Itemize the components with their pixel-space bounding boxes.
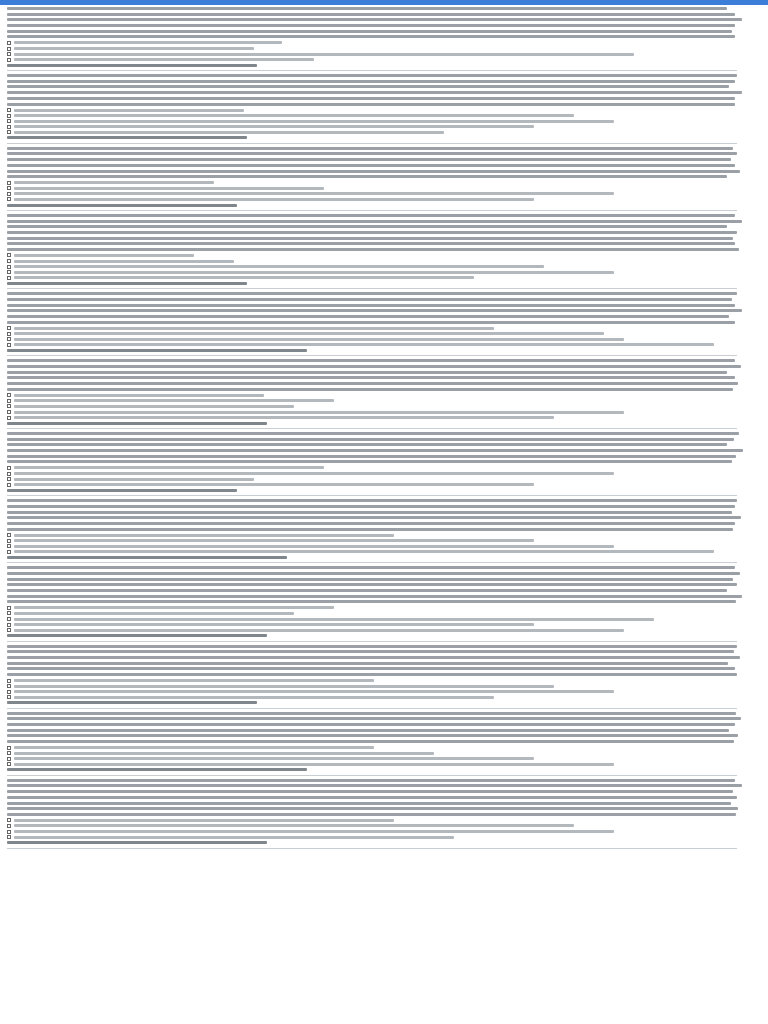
- question-text-line: [7, 34, 762, 40]
- question-text: [7, 711, 762, 745]
- answer-text: [7, 282, 247, 285]
- answer-option-label: [14, 629, 624, 632]
- question-text-line: [7, 739, 762, 745]
- separator: [7, 428, 737, 429]
- question-text-line: [7, 789, 762, 795]
- separator: [7, 708, 737, 709]
- checkbox-icon[interactable]: [7, 52, 11, 56]
- answer-option-label: [14, 125, 534, 128]
- question-text: [7, 291, 762, 325]
- question-text-line: [7, 504, 762, 510]
- answer-text: [7, 768, 307, 771]
- checkbox-icon[interactable]: [7, 611, 11, 615]
- question-text-line: [7, 812, 762, 818]
- question-text-line: [7, 599, 762, 605]
- question-text: [7, 146, 762, 180]
- checkbox-icon[interactable]: [7, 533, 11, 537]
- question-text-line: [7, 498, 762, 504]
- answer-option-label: [14, 109, 244, 112]
- answer-line: [7, 700, 762, 706]
- answer-line: [7, 281, 762, 287]
- answer-text: [7, 701, 257, 704]
- answer-option-label: [14, 690, 614, 693]
- answer-text: [7, 556, 287, 559]
- checkbox-icon[interactable]: [7, 41, 11, 45]
- answer-option-label: [14, 679, 374, 682]
- answer-option-label: [14, 198, 534, 201]
- checkbox-icon[interactable]: [7, 265, 11, 269]
- answer-line: [7, 767, 762, 773]
- separator: [7, 495, 737, 496]
- checkbox-icon[interactable]: [7, 259, 11, 263]
- checkbox-icon[interactable]: [7, 47, 11, 51]
- checkbox-icon[interactable]: [7, 623, 11, 627]
- question-text-line: [7, 297, 762, 303]
- checkbox-icon[interactable]: [7, 477, 11, 481]
- separator: [7, 775, 737, 776]
- checkbox-icon[interactable]: [7, 192, 11, 196]
- answer-option-label: [14, 466, 324, 469]
- question-text-line: [7, 722, 762, 728]
- checkbox-icon[interactable]: [7, 416, 11, 420]
- checkbox-icon[interactable]: [7, 108, 11, 112]
- answer-option-label: [14, 114, 574, 117]
- answer-option-label: [14, 534, 394, 537]
- separator: [7, 210, 737, 211]
- question-block: [7, 291, 762, 356]
- question-text-line: [7, 571, 762, 577]
- question-text: [7, 358, 762, 392]
- question-text: [7, 6, 762, 40]
- separator: [7, 288, 737, 289]
- separator: [7, 355, 737, 356]
- question-text-line: [7, 431, 762, 437]
- question-text-line: [7, 174, 762, 180]
- checkbox-icon[interactable]: [7, 628, 11, 632]
- answer-option-label: [14, 618, 654, 621]
- answer-option-label: [14, 394, 264, 397]
- question-text-line: [7, 90, 762, 96]
- question-text-line: [7, 521, 762, 527]
- checkbox-icon[interactable]: [7, 197, 11, 201]
- checkbox-icon[interactable]: [7, 539, 11, 543]
- answer-option-label: [14, 539, 534, 542]
- checkbox-icon[interactable]: [7, 818, 11, 822]
- question-text-line: [7, 6, 762, 12]
- answer-option-label: [14, 338, 624, 341]
- question-text: [7, 498, 762, 532]
- question-text-line: [7, 23, 762, 29]
- question-text-line: [7, 314, 762, 320]
- answer-option-label: [14, 260, 234, 263]
- checkbox-icon[interactable]: [7, 684, 11, 688]
- answer-option-label: [14, 187, 324, 190]
- answer-option-label: [14, 757, 534, 760]
- question-text: [7, 73, 762, 107]
- answer-option-label: [14, 623, 534, 626]
- checkbox-icon[interactable]: [7, 751, 11, 755]
- checkbox-icon[interactable]: [7, 606, 11, 610]
- separator: [7, 641, 737, 642]
- answer-option-label: [14, 265, 544, 268]
- question-text-line: [7, 102, 762, 108]
- checkbox-icon[interactable]: [7, 830, 11, 834]
- answer-option-label: [14, 411, 624, 414]
- checkbox-icon[interactable]: [7, 550, 11, 554]
- separator: [7, 143, 737, 144]
- question-text-line: [7, 320, 762, 326]
- question-text-line: [7, 73, 762, 79]
- question-text-line: [7, 213, 762, 219]
- question-block: [7, 213, 762, 289]
- question-text-line: [7, 448, 762, 454]
- answer-option-label: [14, 836, 454, 839]
- checkbox-icon[interactable]: [7, 466, 11, 470]
- answer-option-label: [14, 696, 494, 699]
- checkbox-icon[interactable]: [7, 835, 11, 839]
- checkbox-icon[interactable]: [7, 181, 11, 185]
- question-block: [7, 73, 762, 144]
- answer-option-label: [14, 327, 494, 330]
- checkbox-icon[interactable]: [7, 617, 11, 621]
- answer-text: [7, 204, 237, 207]
- checkbox-icon[interactable]: [7, 253, 11, 257]
- answer-text: [7, 841, 267, 844]
- checkbox-icon[interactable]: [7, 410, 11, 414]
- checkbox-icon[interactable]: [7, 393, 11, 397]
- answer-line: [7, 202, 762, 208]
- checkbox-icon[interactable]: [7, 58, 11, 62]
- checkbox-icon[interactable]: [7, 824, 11, 828]
- question-text-line: [7, 364, 762, 370]
- answer-line: [7, 135, 762, 141]
- answer-option-label: [14, 746, 374, 749]
- answer-option-label: [14, 254, 194, 257]
- answer-option-label: [14, 830, 614, 833]
- question-text-line: [7, 230, 762, 236]
- question-text-line: [7, 795, 762, 801]
- answer-option-label: [14, 192, 614, 195]
- answer-option-label: [14, 399, 334, 402]
- answer-text: [7, 634, 267, 637]
- answer-option-label: [14, 478, 254, 481]
- checkbox-icon[interactable]: [7, 270, 11, 274]
- checkbox-icon[interactable]: [7, 276, 11, 280]
- question-text-line: [7, 527, 762, 533]
- checkbox-icon[interactable]: [7, 332, 11, 336]
- checkbox-icon[interactable]: [7, 130, 11, 134]
- checkbox-icon[interactable]: [7, 404, 11, 408]
- question-text: [7, 431, 762, 465]
- question-text-line: [7, 381, 762, 387]
- question-block: [7, 565, 762, 641]
- answer-option-label: [14, 271, 614, 274]
- answer-option-label: [14, 343, 714, 346]
- answer-text: [7, 489, 237, 492]
- question-text-line: [7, 163, 762, 169]
- answer-line: [7, 63, 762, 69]
- checkbox-icon[interactable]: [7, 337, 11, 341]
- answer-option-label: [14, 612, 294, 615]
- answer-option-label: [14, 405, 294, 408]
- answer-option-label: [14, 53, 634, 56]
- question-text: [7, 644, 762, 678]
- answer-option-label: [14, 685, 554, 688]
- answer-option-label: [14, 47, 254, 50]
- answer-option-label: [14, 483, 534, 486]
- question-text: [7, 213, 762, 253]
- answer-option-label: [14, 545, 614, 548]
- question-block: [7, 6, 762, 71]
- answer-line: [7, 633, 762, 639]
- question-text-line: [7, 672, 762, 678]
- checkbox-icon[interactable]: [7, 125, 11, 129]
- checkbox-icon[interactable]: [7, 757, 11, 761]
- question-block: [7, 644, 762, 709]
- answer-line: [7, 488, 762, 494]
- answer-option-label: [14, 276, 474, 279]
- answer-line: [7, 348, 762, 354]
- question-text-line: [7, 588, 762, 594]
- question-block: [7, 498, 762, 563]
- answer-option-label: [14, 752, 434, 755]
- quiz-page: [0, 5, 768, 849]
- question-text-line: [7, 247, 762, 253]
- question-text-line: [7, 459, 762, 465]
- question-text-line: [7, 157, 762, 163]
- question-text: [7, 778, 762, 818]
- separator: [7, 848, 737, 849]
- answer-option-label: [14, 819, 394, 822]
- checkbox-icon[interactable]: [7, 762, 11, 766]
- answer-text: [7, 422, 267, 425]
- answer-option-label: [14, 181, 214, 184]
- answer-option-label: [14, 131, 444, 134]
- question-block: [7, 711, 762, 776]
- answer-option-label: [14, 550, 714, 553]
- answer-option-label: [14, 416, 554, 419]
- checkbox-icon[interactable]: [7, 326, 11, 330]
- checkbox-icon[interactable]: [7, 483, 11, 487]
- checkbox-icon[interactable]: [7, 119, 11, 123]
- question-block: [7, 146, 762, 211]
- separator: [7, 562, 737, 563]
- checkbox-icon[interactable]: [7, 343, 11, 347]
- answer-line: [7, 840, 762, 846]
- checkbox-icon[interactable]: [7, 746, 11, 750]
- separator: [7, 70, 737, 71]
- checkbox-icon[interactable]: [7, 544, 11, 548]
- answer-option-label: [14, 58, 314, 61]
- checkbox-icon[interactable]: [7, 186, 11, 190]
- answer-option-label: [14, 472, 614, 475]
- question-text-line: [7, 96, 762, 102]
- question-block: [7, 358, 762, 429]
- answer-text: [7, 349, 307, 352]
- answer-option-label: [14, 41, 282, 44]
- checkbox-icon[interactable]: [7, 695, 11, 699]
- question-block: [7, 778, 762, 849]
- answer-text: [7, 64, 257, 67]
- question-text-line: [7, 387, 762, 393]
- answer-option-label: [14, 332, 604, 335]
- answer-line: [7, 420, 762, 426]
- answer-line: [7, 555, 762, 561]
- checkbox-icon[interactable]: [7, 679, 11, 683]
- question-text: [7, 565, 762, 605]
- question-block: [7, 431, 762, 496]
- answer-option-label: [14, 120, 614, 123]
- checkbox-icon[interactable]: [7, 472, 11, 476]
- answer-text: [7, 136, 247, 139]
- answer-option-label: [14, 763, 614, 766]
- question-text-line: [7, 655, 762, 661]
- checkbox-icon[interactable]: [7, 690, 11, 694]
- answer-option-label: [14, 606, 334, 609]
- answer-option-label: [14, 824, 574, 827]
- checkbox-icon[interactable]: [7, 114, 11, 118]
- checkbox-icon[interactable]: [7, 399, 11, 403]
